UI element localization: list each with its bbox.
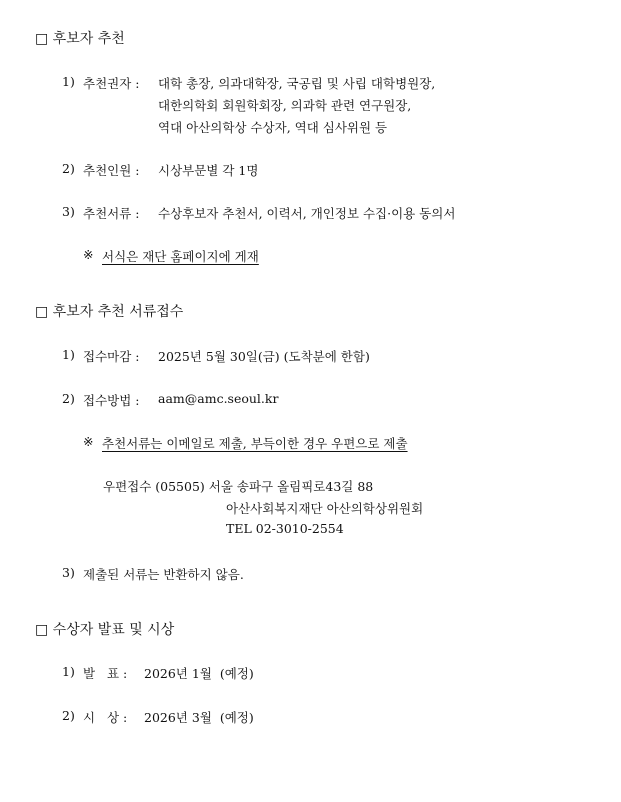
item-value-documents: 수상후보자 추천서, 이력서, 개인정보 수집·이용 동의서	[158, 206, 456, 221]
item-number: 2)	[62, 161, 75, 176]
item-number: 1)	[62, 347, 75, 362]
item-label-announcement: 발 표 :	[83, 666, 128, 681]
email-address: aam@amc.seoul.kr	[158, 391, 279, 406]
item-label-count: 추천인원 :	[83, 163, 140, 178]
mail-address-line-2: 아산사회복지재단 아산의학상위원회	[226, 501, 424, 516]
note-forms-posted: 서식은 재단 홈페이지에 게재	[102, 249, 259, 264]
item-number: 2)	[62, 391, 75, 406]
item-text-no-return: 제출된 서류는 반환하지 않음.	[83, 567, 244, 582]
item-label-deadline: 접수마감 :	[83, 349, 140, 364]
section-heading-nomination: □ 후보자 추천	[35, 31, 125, 47]
nominators-line-3: 역대 아산의학상 수상자, 역대 심사위원 등	[158, 120, 388, 135]
section-heading-submission: □ 후보자 추천 서류접수	[35, 304, 184, 320]
item-number: 3)	[62, 565, 75, 580]
item-number: 1)	[62, 74, 75, 89]
mail-phone: TEL 02-3010-2554	[226, 521, 344, 536]
item-label-ceremony: 시 상 :	[83, 710, 128, 725]
note-email-submission: 추천서류는 이메일로 제출, 부득이한 경우 우편으로 제출	[102, 436, 408, 451]
item-label-nominators: 추천권자 :	[83, 76, 140, 91]
item-number: 3)	[62, 204, 75, 219]
nominators-line-2: 대한의학회 회원학회장, 의과학 관련 연구원장,	[158, 98, 412, 113]
nominators-line-1: 대학 총장, 의과대학장, 국공립 및 사립 대학병원장,	[158, 76, 436, 91]
item-value-ceremony: 2026년 3월 (예정)	[144, 710, 254, 725]
reference-mark: ※	[83, 434, 94, 449]
mail-address-line-1: 우편접수 (05505) 서울 송파구 올림픽로43길 88	[103, 479, 374, 494]
item-value-announcement: 2026년 1월 (예정)	[144, 666, 254, 681]
item-value-count: 시상부문별 각 1명	[158, 163, 259, 178]
item-label-method: 접수방법 :	[83, 393, 140, 408]
item-label-documents: 추천서류 :	[83, 206, 140, 221]
reference-mark: ※	[83, 247, 94, 262]
item-value-deadline: 2025년 5월 30일(금) (도착분에 한함)	[158, 349, 370, 364]
item-number: 2)	[62, 708, 75, 723]
section-heading-announcement: □ 수상자 발표 및 시상	[35, 622, 175, 638]
item-number: 1)	[62, 664, 75, 679]
